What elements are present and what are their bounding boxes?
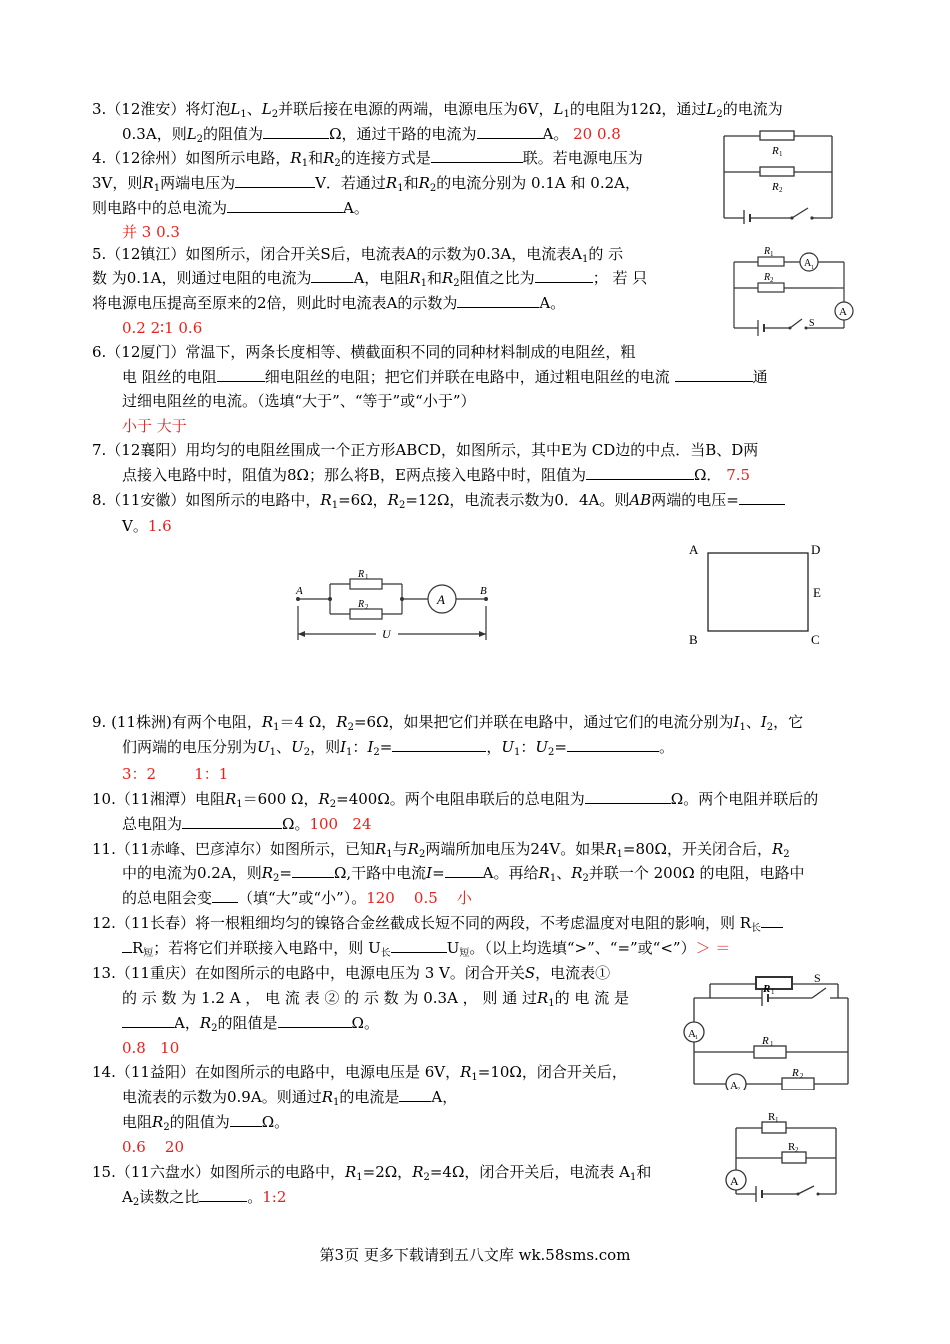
- page-footer: 第3页 更多下载请到五八文库 wk.58sms.com: [319, 1246, 631, 1264]
- q7-line1: 7.（12襄阳）用均匀的电阻丝围成一个正方形ABCD，如图所示，其中E为 CD边的中点．当B、D两: [92, 441, 759, 459]
- q15-line1: 15.（11六盘水）如图所示的电路中，$R_1=2\Omega$，$R_2=4\Omega$，闭合开关后，电流表 $A_1$和: [92, 1163, 652, 1183]
- svg-text:2: 2: [795, 1146, 799, 1154]
- figure-q11-topcircuit: [708, 966, 709, 967]
- q11-line2: 中的电流为0.2A，则$R_2= \Omega$,干路中电流I= A。再给$R_1$、$R_2$并联一个 200Ω 的电阻，电路中: [122, 864, 805, 884]
- svg-text:R: R: [358, 569, 365, 580]
- q5-line1: 5.（12镇江）如图所示，闭合开关S后，电流表A的示数为0.3A，电流表$A_1$的 示: [92, 245, 624, 265]
- svg-text:R: R: [768, 1111, 776, 1123]
- q6-line1: 6.（12厦门）常温下，两条长度相等、横截面积不同的同种材料制成的电阻丝，粗: [92, 343, 636, 361]
- q15-blank-1[interactable]: [199, 1186, 247, 1202]
- svg-text:S: S: [814, 971, 821, 985]
- svg-text:A: A: [689, 542, 699, 557]
- q6-line3: 过细电阻丝的电流。（选填“大于”、“等于”或“小于”）: [122, 392, 476, 410]
- q9-line1: 9. (11株洲)有两个电阻，$R_1=4$ Ω，$R_2=6\Omega$，如果把它们并联在电路中，通过它们的电流分别为$I_1$、$I_2$，它: [92, 713, 804, 733]
- svg-text:A: A: [804, 258, 812, 269]
- svg-text:R: R: [763, 983, 771, 995]
- q10-line1: 10.（11湘潭）电阻$R_1=600$ Ω，$R_2=400\Omega$。两个电阻串联后的总电阻为 Ω。两个电阻并联后的: [92, 790, 819, 810]
- q14-blank-1[interactable]: [399, 1086, 431, 1102]
- q4-line2: 3V，则$R_1$两端电压为 V．若通过$R_1$和$R_2$的电流分别为 0.1A 和 0.2A，: [92, 174, 640, 194]
- q8-line1: 8.（11安徽）如图所示的电路中，$R_1=6\Omega$，$R_2=12\Omega$，电流表示数为0．4A。则AB两端的电压=: [92, 488, 785, 512]
- svg-text:1: 1: [770, 250, 774, 258]
- svg-text:2: 2: [770, 276, 774, 284]
- svg-text:2: 2: [779, 186, 783, 194]
- q14-blank-2[interactable]: [230, 1111, 262, 1127]
- q10-line2: 总电阻为 Ω。100 24: [122, 815, 372, 833]
- q7-line2: 点接入电路中时，阻值为8Ω；那么将B，E两点接入电路中时，阻值为 Ω． 7.5: [122, 466, 751, 484]
- q10-blank-2[interactable]: [182, 813, 282, 829]
- q9-answer: 3：2 1：1: [122, 765, 229, 783]
- q11-answer: 120 0.5 小: [366, 889, 472, 907]
- q6-answer: 小于 大于: [122, 417, 187, 435]
- figure-q5-circuit: [726, 240, 858, 340]
- q7-answer: 7.5: [726, 466, 751, 484]
- resistor-r1: [760, 131, 794, 140]
- q8-blank-1[interactable]: [739, 489, 785, 505]
- q5-blank-2[interactable]: [535, 267, 593, 283]
- resistor-r2: [758, 283, 784, 292]
- q13-blank-2[interactable]: [278, 1012, 352, 1028]
- q7-blank-1[interactable]: [586, 464, 694, 480]
- q12-line1: 12.（11长春）将一根粗细均匀的镍铬合金丝截成长短不同的两段，不考虑温度对电阻的影响，则 $R_长$: [92, 911, 783, 935]
- q4-answer: 并 3 0.3: [122, 223, 180, 241]
- square-abcd: [708, 553, 808, 631]
- svg-text:A: A: [296, 585, 303, 597]
- svg-text:U: U: [382, 627, 391, 641]
- resistor-r2: [782, 1152, 806, 1163]
- svg-text:R: R: [358, 599, 365, 610]
- svg-text:B: B: [689, 632, 698, 647]
- q11-line3: 的总电阻会变 （填“大”或“小”）。120 0.5 小: [122, 889, 472, 907]
- q8-answer: 1.6: [147, 517, 172, 535]
- q5-line3: 将电源电压提高至原来的2倍，则此时电流表A的示数为 A。: [92, 294, 566, 312]
- figure-q15-circuit: [720, 1106, 850, 1206]
- resistor-r2: [760, 167, 794, 176]
- q12-answer: ＞ ＝: [695, 939, 731, 957]
- svg-text:1: 1: [779, 150, 783, 158]
- q14-line1: 14.（11益阳）在如图所示的电路中，电源电压是 6V，$R_1=10\Omega$，闭合开关后，: [92, 1063, 627, 1083]
- q4-line1: 4.（12徐州）如图所示电路，$R_1$和$R_2$的连接方式是 联。若电源电压为: [92, 149, 643, 169]
- q5-line2: 数 为0.1A，则通过电阻的电流为 A，电阻$R_1$和$R_2$阻值之比为 ； 若 只: [92, 269, 648, 289]
- svg-text:1: 1: [695, 1035, 698, 1041]
- svg-text:A: A: [437, 592, 445, 607]
- svg-text:S: S: [809, 318, 815, 329]
- q13-line2: 的 示 数 为 1.2 A ， 电 流 表 ② 的 示 数 为 0.3A ， 则 通 过$R_1$的 电 流 是: [122, 989, 629, 1009]
- q3-line1: 3.（12淮安）将灯泡$L_1$、$L_2$并联后接在电源的两端，电源电压为6V，$L_1$的电阻为12Ω，通过$L_2$的电流为: [92, 100, 783, 120]
- q12-line2: $R_短$；若将它们并联接入电路中，则 $U_长$ $U_短$。（以上均选填“>”、“=”或“<”）＞ ＝: [122, 936, 730, 960]
- label-r2: R: [772, 181, 779, 193]
- resistor-r2: [782, 1078, 814, 1090]
- q14-line2: 电流表的示数为0.9A。则通过$R_1$的电流是 A，: [122, 1088, 458, 1108]
- svg-text:A: A: [688, 1028, 696, 1040]
- q12-blank-1[interactable]: [761, 912, 783, 928]
- label-r1: R: [772, 145, 779, 157]
- figure-q13-circuit: [680, 966, 852, 1090]
- svg-text:B: B: [480, 585, 487, 597]
- q12-blank-2[interactable]: [391, 937, 447, 953]
- svg-text:R: R: [788, 1141, 796, 1153]
- q9-blank-2[interactable]: [567, 736, 659, 752]
- q13-line1: 13.（11重庆）在如图所示的电路中，电源电压为 3 V。闭合开关S，电流表①: [92, 964, 611, 982]
- svg-text:A: A: [839, 306, 847, 318]
- q13-blank-1[interactable]: [122, 1012, 174, 1028]
- q13-answer: 0.8 10: [122, 1039, 180, 1057]
- svg-text:2: 2: [737, 1087, 740, 1090]
- svg-text:1: 1: [775, 1116, 779, 1124]
- q15-answer: 1:2: [262, 1188, 287, 1206]
- svg-text:1: 1: [771, 988, 775, 996]
- q15-line2: $A_2$读数之比 。1:2: [122, 1188, 287, 1208]
- figure-q4-circuit: [720, 124, 840, 224]
- q12-blank-1b[interactable]: [122, 937, 132, 953]
- q9-blank-1[interactable]: [392, 736, 486, 752]
- q13-line3: A，$R_2$的阻值是 Ω。: [122, 1011, 379, 1035]
- svg-text:A: A: [730, 1080, 738, 1090]
- q5-blank-3[interactable]: [457, 292, 539, 308]
- q14-line3: 电阻$R_2$的阻值为 Ω。: [122, 1113, 290, 1133]
- svg-text:R: R: [764, 246, 771, 257]
- resistor-r1: [758, 257, 784, 266]
- q9-line2: 们两端的电压分别为$U_1$、$U_2$，则$I_1$：$I_2=$ ，$U_1$：$U_2=$ 。: [122, 738, 675, 758]
- svg-text:1: 1: [365, 573, 369, 581]
- svg-text:R: R: [762, 1035, 769, 1047]
- q4-blank-3[interactable]: [227, 197, 343, 213]
- svg-text:R: R: [764, 272, 771, 283]
- q10-blank-1[interactable]: [585, 788, 671, 804]
- q3-line2: 0.3A，则$L_2$的阻值为 Ω，通过干路的电流为 A。 20 0.8: [122, 125, 621, 145]
- svg-text:1: 1: [770, 1040, 774, 1048]
- svg-text:E: E: [813, 585, 821, 600]
- svg-text:R: R: [792, 1067, 799, 1079]
- q4-blank-1[interactable]: [431, 147, 523, 163]
- q11-blank-1[interactable]: [292, 862, 334, 878]
- resistor-r1: [762, 1122, 786, 1133]
- q5-blank-1[interactable]: [311, 267, 353, 283]
- q10-answer: 100 24: [309, 815, 372, 833]
- svg-text:A: A: [730, 1174, 739, 1188]
- svg-text:C: C: [811, 632, 820, 647]
- q3-answer: 20 0.8: [573, 125, 621, 143]
- q14-answer: 0.6 20: [122, 1138, 185, 1156]
- q6-blank-1[interactable]: [217, 366, 265, 382]
- q4-blank-2[interactable]: [235, 172, 315, 188]
- q6-line2: 电 阻丝的电阻 细电阻丝的电阻；把它们并联在电路中，通过粗电阻丝的电流 通: [122, 368, 768, 386]
- figure-q8-circuit: [290, 566, 496, 648]
- q11-blank-2[interactable]: [445, 862, 483, 878]
- q3-blank-1[interactable]: [263, 123, 329, 139]
- q5-answer: 0.2 2∶1 0.6: [122, 319, 203, 337]
- svg-text:1: 1: [811, 265, 814, 271]
- q8-line2: V。1.6: [122, 517, 172, 535]
- svg-text:D: D: [811, 542, 821, 557]
- svg-text:2: 2: [365, 603, 369, 611]
- q11-line1: 11.（11赤峰、巴彦淖尔）如图所示，已知$R_1$与$R_2$两端所加电压为24V。如果$R_1=80\Omega$，开关闭合后，$R_2$: [92, 840, 790, 860]
- figure-q7-square: [686, 540, 826, 650]
- q6-blank-2[interactable]: [675, 366, 753, 382]
- q11-blank-3[interactable]: [212, 887, 238, 903]
- q3-blank-2[interactable]: [477, 123, 543, 139]
- svg-text:2: 2: [800, 1072, 804, 1080]
- q4-line3: 则电路中的总电流为 A。: [92, 199, 369, 217]
